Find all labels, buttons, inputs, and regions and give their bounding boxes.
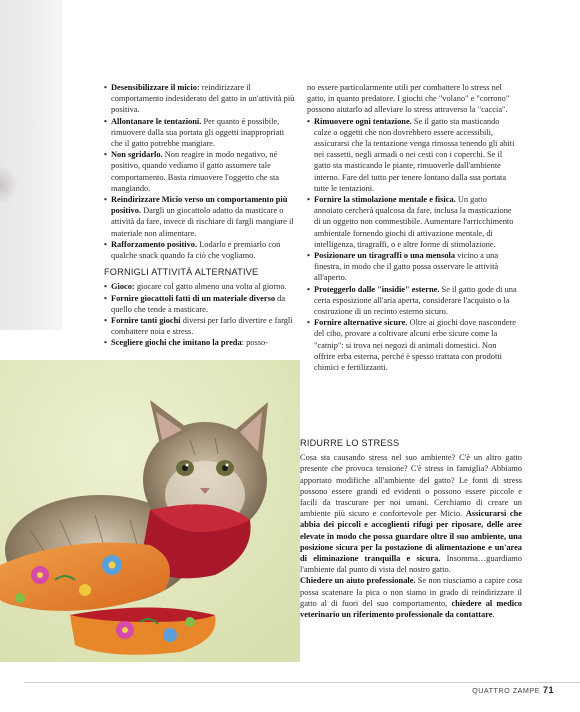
item-text: reindirizzare il comportamento indesiderato del gatto in un'attività più positiva.	[111, 83, 295, 115]
item-text: : posso-	[241, 338, 268, 348]
list-item	[307, 116, 517, 194]
right-tips-list	[307, 82, 517, 373]
list-item	[104, 315, 296, 337]
paragraph-bold: Assicurarsi che abbia dei piccoli e accoglienti rifugi per riposare, delle aree elevate in modo che possa guardare oltre il suo ambiente, una posizione sicura per la postazione di alimentazione e un'area di eliminazione tranquilla e sicura.	[300, 509, 522, 564]
paragraph-end: .	[492, 610, 495, 620]
item-text: diversi per farlo divertire e farglì combattere noia e stress.	[111, 316, 293, 337]
continuation-text: no essere particolarmente utili per combattere lo stress nel gatto, in quanto predatore. I giochi che "volano" e "corrono" possono aiutarlo ad alleviare lo stress attraverso la "caccia".	[307, 83, 510, 115]
item-text: vicino a una finestra, in modo che il gatto possa osservare le attività all'aperto.	[314, 251, 499, 283]
list-item	[104, 293, 296, 315]
list-item-continuation	[307, 82, 517, 116]
list-item	[104, 239, 296, 261]
tips-list	[104, 82, 296, 261]
list-item	[104, 194, 296, 239]
item-text: Per quanto è possibile, rimuovere dalla sua portata gli oggetti inappropriati che il gatto potrebbe mangiare.	[111, 116, 285, 149]
item-text: Se il gatto sta masticando calze o oggetti che non dovrebbero essere accessibili, assicurarsi che la tentazione venga rimossa tenendo gli abiti nei cassetti, negli armadi o nei cesti con i coperchi. Se il gatto sta masticando le piante, rimuoverle dall'ambiente interno. Fare del tutto per tenere lontano dalla sua portata tutte le tentazioni.	[314, 116, 515, 193]
page-number: 71	[542, 685, 554, 695]
item-text: Dargli un giocattolo adatto da masticare o attività da fare, invece di rischiare di fargli mangiare il materiale non alimentare.	[111, 206, 294, 238]
item-bold: Desensibilizzare il micio:	[111, 83, 200, 92]
item-text: giocare col gatto almeno una volta al giorno.	[134, 282, 287, 292]
list-item	[104, 337, 296, 348]
stress-paragraph-1	[300, 452, 522, 575]
item-bold: Fornire la stimolazione mentale e fisica.	[314, 195, 456, 205]
item-text: Un gatto annoiato cercherà qualcosa da fare, inclusa la masticazione di un oggetto non commestibile. Aumentare l'arricchimento ambientale fornendo giochi di attivazione mentale, di intelligenza, tiragraffi, o e altre forme di stimolazione.	[314, 195, 514, 249]
kitten-photo	[0, 360, 300, 662]
list-item	[104, 281, 296, 292]
paragraph-text: Se non riusciamo a capire cosa possa scatenare la pica o non siamo in grado di reindirizzare il gatto al di fuori del suo comportamento,	[300, 576, 522, 608]
list-item	[307, 284, 517, 318]
list-item	[104, 116, 296, 150]
magazine-name: QUATTRO ZAMPE	[472, 686, 540, 695]
item-bold: Rafforzamento positivo.	[111, 239, 198, 249]
item-text: Oltre ai giochi dove nascondere del cibo, provare a coltivare alcuni erbe sicure come la "catnip": si trova nei negozi di animali domestici. Non offrire erba esterna, perché è spesso trattata con prodotti chimici e fertilizzanti.	[314, 318, 517, 373]
item-bold: Gioco:	[111, 282, 135, 292]
item-bold: Fornire tanti giochi	[111, 316, 181, 326]
item-bold: Allontanare le tentazioni.	[111, 116, 202, 126]
item-bold: Fornire alternative sicure.	[314, 318, 408, 328]
cropped-photo-edge	[0, 0, 62, 330]
list-item	[307, 194, 517, 250]
section-heading-stress: RIDURRE LO STRESS	[300, 438, 400, 448]
section-heading-alternative: FORNIGLI ATTIVITÀ ALTERNATIVE	[104, 267, 259, 278]
item-text: Lodarlo e premiarlo con qualche snack quando fa ciò che vogliamo.	[111, 239, 281, 261]
page-footer	[472, 685, 554, 695]
item-bold: Proteggerlo dalle "insidie" esterne.	[314, 284, 440, 294]
paragraph-bold: Chiedere un aiuto professionale.	[300, 576, 416, 586]
left-column	[104, 82, 296, 349]
item-bold: Fornire giocattoli fatti di un materiale diverso	[111, 293, 276, 303]
kitten-with-slippers-illustration	[0, 360, 300, 662]
item-text: Non reagire in modo negativo, né positivo, quando vediamo il gatto assumere tale comportamento. Basta rimuovere l'oggetto che sta mangiando.	[111, 150, 280, 193]
stress-paragraph-2	[300, 575, 522, 620]
list-item	[104, 82, 296, 116]
paragraph-tail: Insomma…guardiamo l'ambiente dal punto di vista del nostro gatto.	[300, 554, 522, 575]
paragraph-bold-2: chiedere al medico veterinario un riferimento professionale da contattare	[300, 598, 522, 620]
item-text: da quello che tende a masticare.	[111, 293, 286, 314]
photo-shadow	[0, 165, 18, 205]
paragraph-text: Cosa sta causando stress nel suo ambiente? C'è un altro gatto presente che provoca tensione? C'è stress in famiglia? Abbiamo apportato modifiche all'ambiente del gatto? Le fonti di stress possono essere grandi ed evidenti o possono essere piccole e facili da trascurare per noi umani. Cerchiamo di creare un ambiente più sicuro e confortevole per Micio.	[300, 453, 522, 519]
item-bold: Reindirizzare Micio verso un comportamento più positivo.	[111, 195, 288, 216]
stress-section	[300, 438, 522, 620]
item-bold: Rimuovere ogni tentazione.	[314, 116, 412, 126]
right-column	[307, 82, 517, 373]
list-item	[307, 317, 517, 373]
item-bold: Non sgridarlo.	[111, 150, 163, 160]
item-text: Se il gatto gode di una certa esposizione all'aria aperta, considerare l'acquisto o la costruzione di un recinto esterno sicuro.	[314, 284, 517, 317]
footer-divider	[24, 682, 580, 683]
item-bold: Posizionare un tiragraffi o una mensola	[314, 251, 456, 261]
item-bold: Scegliere giochi che imitano la preda	[111, 338, 242, 348]
list-item	[307, 250, 517, 284]
list-item	[104, 149, 296, 194]
activities-list	[104, 281, 296, 348]
